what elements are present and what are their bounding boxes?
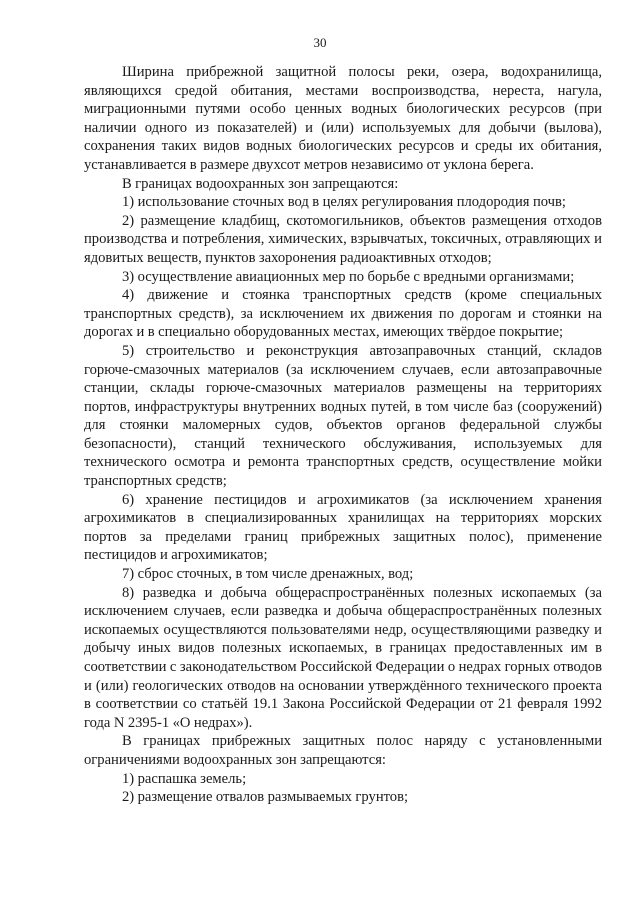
- list-item-2-cemeteries-waste: 2) размещение кладбищ, скотомогильников, объектов размещения отходов производства и потребления, химических, взрывчатых, токсичных, отравляющих и ядовитых веществ, пунктов захоронения радиоактивных отходов;: [84, 212, 602, 266]
- paragraph-buffer-strip-width: Ширина прибрежной защитной полосы реки, озера, водохранилища, являющихся средой обитания, местами воспроизводства, нереста, нагула, миграционными путями особо ценных водных биологических ресурсов (при наличии одного из показателей) и (или) используемых для добычи (вылова), сохранения таких видов водных биологических ресурсов и среды их обитания, устанавливается в размере двухсот метров независимо от уклона берега.: [84, 64, 602, 173]
- list-item-4-vehicles: 4) движение и стоянка транспортных средств (кроме специальных транспортных средств), за исключением их движения по дорогам и стоянки на дорогах и в специально оборудованных местах, имеющих твёрдое покрытие;: [84, 287, 602, 341]
- paragraph-protection-zone-prohibitions-heading: В границах водоохранных зон запрещаются:: [122, 175, 399, 192]
- document-body: [84, 63, 602, 807]
- list-item-1-wastewater: 1) использование сточных вод в целях регулирования плодородия почв;: [122, 194, 566, 211]
- list-item-1-plowing: 1) распашка земель;: [122, 770, 247, 787]
- list-item-7-drainage: 7) сброс сточных, в том числе дренажных, вод;: [122, 566, 414, 583]
- list-item-8-mineral-extraction: 8) разведка и добыча общераспространённых полезных ископаемых (за исключением случаев, если разведка и добыча общераспространённых полезных ископаемых осуществляются пользователями недр, осуществляющими разведку и добычу иных видов полезных ископаемых, в границах предоставленных им в соответствии с законодательством Российской Федерации о недрах горных отводов и (или) геологических отводов на основании утверждённого технического проекта в соответствии со статьёй 19.1 Закона Российской Федерации от 21 февраля 1992 года N 2395-1 «О недрах»).: [84, 584, 602, 731]
- list-item-6-pesticides: 6) хранение пестицидов и агрохимикатов (за исключением хранения агрохимикатов в специализированных хранилищах на территориях морских портов за пределами границ прибрежных защитных полос), применение пестицидов и агрохимикатов;: [84, 491, 602, 564]
- paragraph-buffer-strip-prohibitions-heading: В границах прибрежных защитных полос наряду с установленными ограничениями водоохранных зон запрещаются:: [84, 733, 602, 768]
- list-item-2-soil-dumps: 2) размещение отвалов размываемых грунтов;: [122, 789, 409, 806]
- list-item-5-fuel-stations: 5) строительство и реконструкция автозаправочных станций, складов горюче-смазочных материалов (за исключением случаев, если автозаправочные станции, склады горюче-смазочных материалов размещены на территориях портов, инфраструктуры внутренних водных путей, в том числе баз (сооружений) для стоянки маломерных судов, объектов органов федеральной службы безопасности), станций технического обслуживания, используемых для технического осмотра и ремонта транспортных средств, осуществление мойки транспортных средств;: [84, 342, 602, 490]
- list-item-3-aviation-measures: 3) осуществление авиационных мер по борьбе с вредными организмами;: [122, 268, 575, 285]
- page-number: 30: [313, 35, 327, 50]
